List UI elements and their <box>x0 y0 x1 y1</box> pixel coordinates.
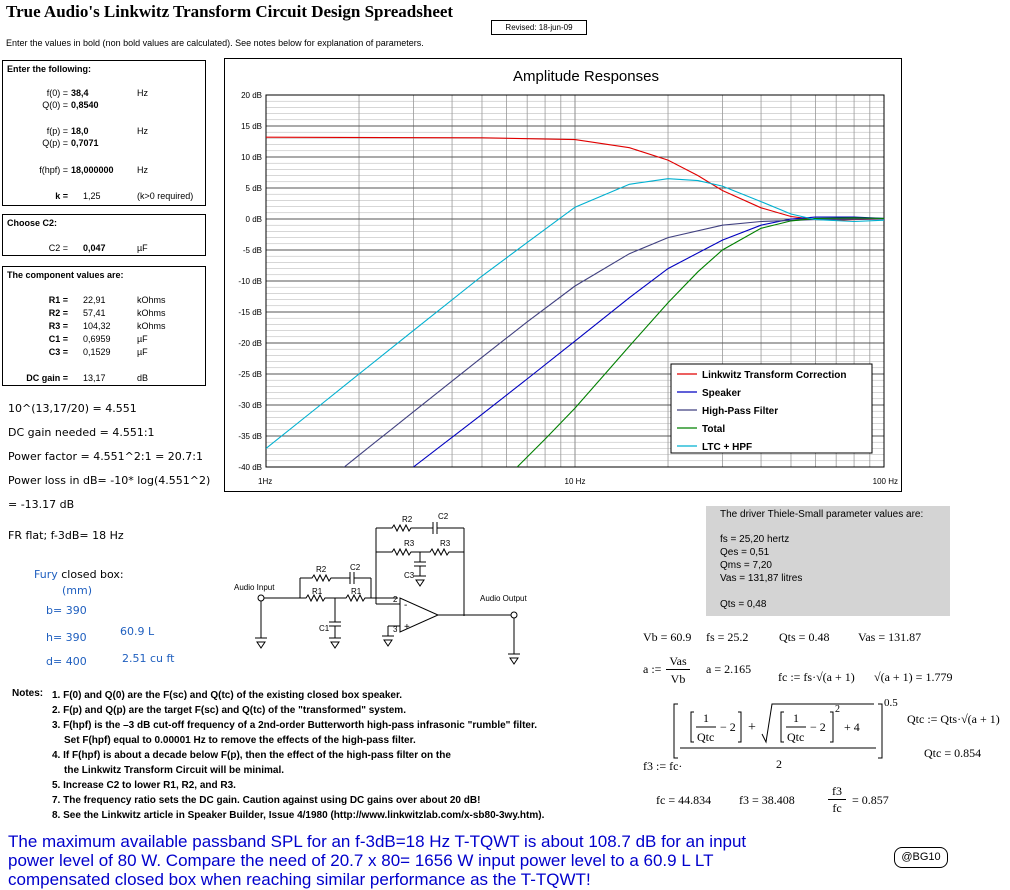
chart-svg <box>224 58 902 492</box>
fury-title <box>34 568 124 581</box>
c1-circuit-label: C1 <box>319 624 330 633</box>
note-item: 7. The frequency ratio sets the DC gain. Caution against using DC gains over about 20 dB! <box>52 795 481 806</box>
f3-minus2: − 2 <box>720 720 736 734</box>
fp-input[interactable]: 18,0 <box>71 126 89 136</box>
math-qtc-val: Qtc = 0.854 <box>924 746 982 760</box>
fp-label: f(p) = <box>46 126 68 136</box>
r2-b-label: R2 <box>402 515 413 524</box>
math-ratio-val: = 0.857 <box>852 793 889 807</box>
r1-label: R1 = <box>48 295 68 305</box>
calc-gain-ratio: 10^(13,17/20) = 4.551 <box>8 402 137 415</box>
input-terminal <box>258 595 264 601</box>
chart-title: Amplitude Responses <box>513 68 659 85</box>
r1-unit: kOhms <box>137 295 166 305</box>
notes-list <box>52 688 652 823</box>
y-tick-label: 15 dB <box>241 122 262 131</box>
note-item: 4. If F(hpf) is about a decade below F(p), then the effect of the high-pass filter on the <box>52 750 451 761</box>
fury-d: d= 400 <box>46 655 87 668</box>
r3-unit: kOhms <box>137 321 166 331</box>
fury-volume-litres: 60.9 L <box>120 625 155 638</box>
revised-date: Revised: 18-jun-09 <box>491 20 587 35</box>
math-ratio-num: f3 <box>828 784 846 800</box>
math-a-num: Vas <box>666 654 690 670</box>
y-tick-label: -30 dB <box>238 401 262 410</box>
c2-a-label: C2 <box>350 563 361 572</box>
f3-minus2-b: − 2 <box>810 720 826 734</box>
x-tick-label: 1Hz <box>258 477 273 486</box>
r3-a-label: R3 <box>404 539 415 548</box>
c3-circuit-label: C3 <box>404 571 415 580</box>
f3-plus: + <box>748 720 756 735</box>
plus-sign: + <box>404 622 410 633</box>
math-ratio-den: fc <box>832 801 842 815</box>
c2-unit: µF <box>137 243 148 253</box>
fhpf-input[interactable]: 18,000000 <box>71 165 114 175</box>
fp-unit: Hz <box>137 126 148 136</box>
x-tick-label: 100 Hz <box>872 477 898 486</box>
math-vb: Vb = 60.9 <box>643 630 692 644</box>
calc-power-loss-value: = -13.17 dB <box>8 498 75 511</box>
math-sqrt-val: √(a + 1) = 1.779 <box>874 670 953 684</box>
linkwitz-circuit-schematic <box>228 506 558 666</box>
input-parameters-panel <box>2 60 206 206</box>
math-a-den: Vb <box>670 672 686 686</box>
calc-fr-flat: FR flat; f-3dB= 18 Hz <box>8 529 124 542</box>
x-tick-label: 10 Hz <box>564 477 586 486</box>
calc-dc-gain-needed: DC gain needed = 4.551:1 <box>8 426 155 439</box>
r3-b-label: R3 <box>440 539 451 548</box>
fhpf-unit: Hz <box>137 165 148 175</box>
passband-spl-statement <box>8 832 888 889</box>
fury-b: b= 390 <box>46 604 87 617</box>
pin-2-label: 2 <box>393 595 398 604</box>
math-a-lhs: a := <box>643 662 662 676</box>
dc-gain-value: 13,17 <box>83 373 106 383</box>
math-vas: Vas = 131.87 <box>858 630 922 644</box>
y-tick-label: -35 dB <box>238 432 262 441</box>
y-tick-label: -20 dB <box>238 339 262 348</box>
y-tick-label: 20 dB <box>241 91 262 100</box>
k-label: k = <box>55 191 68 201</box>
qp-label: Q(p) = <box>42 138 68 148</box>
f3-exponent: 0.5 <box>884 697 898 709</box>
q0-input[interactable]: 0,8540 <box>71 100 99 110</box>
f3-formula <box>640 696 900 778</box>
r3-label: R3 = <box>48 321 68 331</box>
statement-line-3: compensated closed box when reaching similar performance as the T-TQWT! <box>8 870 591 889</box>
ts-heading: The driver Thiele-Small parameter values are: <box>720 509 924 520</box>
r1-a-label: R1 <box>312 587 323 596</box>
note-item: 1. F(0) and Q(0) are the F(sc) and Q(tc) of the existing closed box speaker. <box>52 690 403 701</box>
ts-fs: fs = 25,20 hertz <box>720 534 790 545</box>
k-note: (k>0 required) <box>137 191 194 201</box>
calc-power-loss: Power loss in dB= -10* log(4.551^2) <box>8 474 211 487</box>
ts-qes: Qes = 0,51 <box>720 547 770 558</box>
r2-value: 57,41 <box>83 308 106 318</box>
qp-input[interactable]: 0,7071 <box>71 138 99 148</box>
legend-entry: High-Pass Filter <box>702 406 779 417</box>
legend-entry: Total <box>702 424 726 435</box>
f3-one-b: 1 <box>793 711 799 725</box>
r3-value: 104,32 <box>83 321 111 331</box>
r2-unit: kOhms <box>137 308 166 318</box>
author-badge: @BG10 <box>894 847 948 868</box>
minus-sign: - <box>404 600 408 611</box>
output-terminal <box>511 612 517 618</box>
thiele-small-panel <box>706 506 950 616</box>
c1-value: 0,6959 <box>83 334 111 344</box>
c2-label: C2 = <box>48 243 68 253</box>
statement-line-1: The maximum available passband SPL for an f-3dB=18 Hz T-TQWT is about 108.7 dB for an input <box>8 832 747 851</box>
k-input[interactable]: 1,25 <box>83 191 101 201</box>
note-item: Set F(hpf) equal to 0.00001 Hz to remove the effects of the high-pass filter. <box>64 735 416 746</box>
f0-label: f(0) = <box>46 88 68 98</box>
c2-b-label: C2 <box>438 512 449 521</box>
math-fc-val: fc = 44.834 <box>656 793 712 807</box>
y-tick-label: -10 dB <box>238 277 262 286</box>
y-tick-label: -15 dB <box>238 308 262 317</box>
math-fs: fs = 25.2 <box>706 630 749 644</box>
math-qtc-def: Qtc := Qts·√(a + 1) <box>907 712 1000 726</box>
math-a-val: a = 2.165 <box>706 662 752 676</box>
legend-entry: Linkwitz Transform Correction <box>702 370 847 381</box>
audio-input-label: Audio Input <box>234 583 275 592</box>
components-heading: The component values are: <box>7 270 124 280</box>
q0-label: Q(0) = <box>42 100 68 110</box>
ts-qms: Qms = 7,20 <box>720 560 772 571</box>
math-qts: Qts = 0.48 <box>779 630 830 644</box>
dc-gain-unit: dB <box>137 373 149 383</box>
note-item: the Linkwitz Transform Circuit will be minimal. <box>64 765 285 776</box>
notes-label: Notes: <box>12 688 44 699</box>
fury-unit: (mm) <box>62 584 93 597</box>
ts-qts: Qts = 0,48 <box>720 599 767 610</box>
c2-panel <box>2 214 206 256</box>
note-item: 3. F(hpf) is the –3 dB cut-off frequency of a 2nd-order Butterworth high-pass infrasonic "rumble" filter. <box>52 720 538 731</box>
fhpf-label: f(hpf) = <box>39 165 68 175</box>
r2-label: R2 = <box>48 308 68 318</box>
c3-label: C3 = <box>48 347 68 357</box>
c1-unit: µF <box>137 334 148 344</box>
fury-volume-cuft: 2.51 cu ft <box>122 652 175 665</box>
amplitude-response-chart <box>224 58 902 492</box>
y-tick-label: -25 dB <box>238 370 262 379</box>
y-tick-label: 0 dB <box>245 215 262 224</box>
y-tick-label: -40 dB <box>238 463 262 472</box>
note-item: 5. Increase C2 to lower R1, R2, and R3. <box>52 780 236 791</box>
chart-legend <box>671 364 872 453</box>
legend-entry: LTC + HPF <box>702 442 753 453</box>
y-tick-label: 10 dB <box>241 153 262 162</box>
circuit-svg <box>228 506 558 666</box>
f3-square: 2 <box>835 704 840 715</box>
ts-vas: Vas = 131,87 litres <box>720 573 803 584</box>
f3-qtc: Qtc <box>697 730 715 744</box>
f3-qtc-b: Qtc <box>787 730 805 744</box>
dc-gain-label: DC gain = <box>26 373 68 383</box>
math-f3-val: f3 = 38.408 <box>739 793 795 807</box>
input-heading: Enter the following: <box>7 64 91 74</box>
f0-input[interactable]: 38,4 <box>71 88 89 98</box>
c1-label: C1 = <box>48 334 68 344</box>
fury-name: Fury <box>34 568 58 581</box>
c3-unit: µF <box>137 347 148 357</box>
f3-one: 1 <box>703 711 709 725</box>
audio-output-label: Audio Output <box>480 594 527 603</box>
fury-title-rest: closed box: <box>57 568 124 581</box>
c2-input[interactable]: 0,047 <box>83 243 106 253</box>
r1-b-label: R1 <box>351 587 362 596</box>
calc-power-factor: Power factor = 4.551^2:1 = 20.7:1 <box>8 450 204 463</box>
r2-a-label: R2 <box>316 565 327 574</box>
fury-h: h= 390 <box>46 631 87 644</box>
note-item: 2. F(p) and Q(p) are the target F(sc) and Q(tc) of the "transformed" system. <box>52 705 406 716</box>
c3-value: 0,1529 <box>83 347 111 357</box>
page-title: True Audio's Linkwitz Transform Circuit Design Spreadsheet <box>6 2 454 21</box>
c2-heading: Choose C2: <box>7 218 58 228</box>
instructions-text: Enter the values in bold (non bold values are calculated). See notes below for explanation of parameters. <box>6 38 424 48</box>
f0-unit: Hz <box>137 88 148 98</box>
f3-denominator: 2 <box>776 757 782 771</box>
f3-plus4: + 4 <box>844 720 860 734</box>
legend-entry: Speaker <box>702 388 741 399</box>
note-item: 8. See the Linkwitz article in Speaker Builder, Issue 4/1980 (http://www.linkwitzlab.com/x-sb80-3wy.htm). <box>52 810 545 821</box>
pin-3-label: 3 <box>393 625 398 634</box>
y-tick-label: 5 dB <box>245 184 262 193</box>
statement-line-2: power level of 80 W. Compare the need of 20.7 x 80= 1656 W input power level to a 60.9 L LT <box>8 851 714 870</box>
r1-value: 22,91 <box>83 295 106 305</box>
f3-lhs: f3 := fc· <box>643 759 683 773</box>
component-values-panel <box>2 266 206 386</box>
y-tick-label: -5 dB <box>242 246 262 255</box>
math-fc-def: fc := fs·√(a + 1) <box>778 670 855 684</box>
